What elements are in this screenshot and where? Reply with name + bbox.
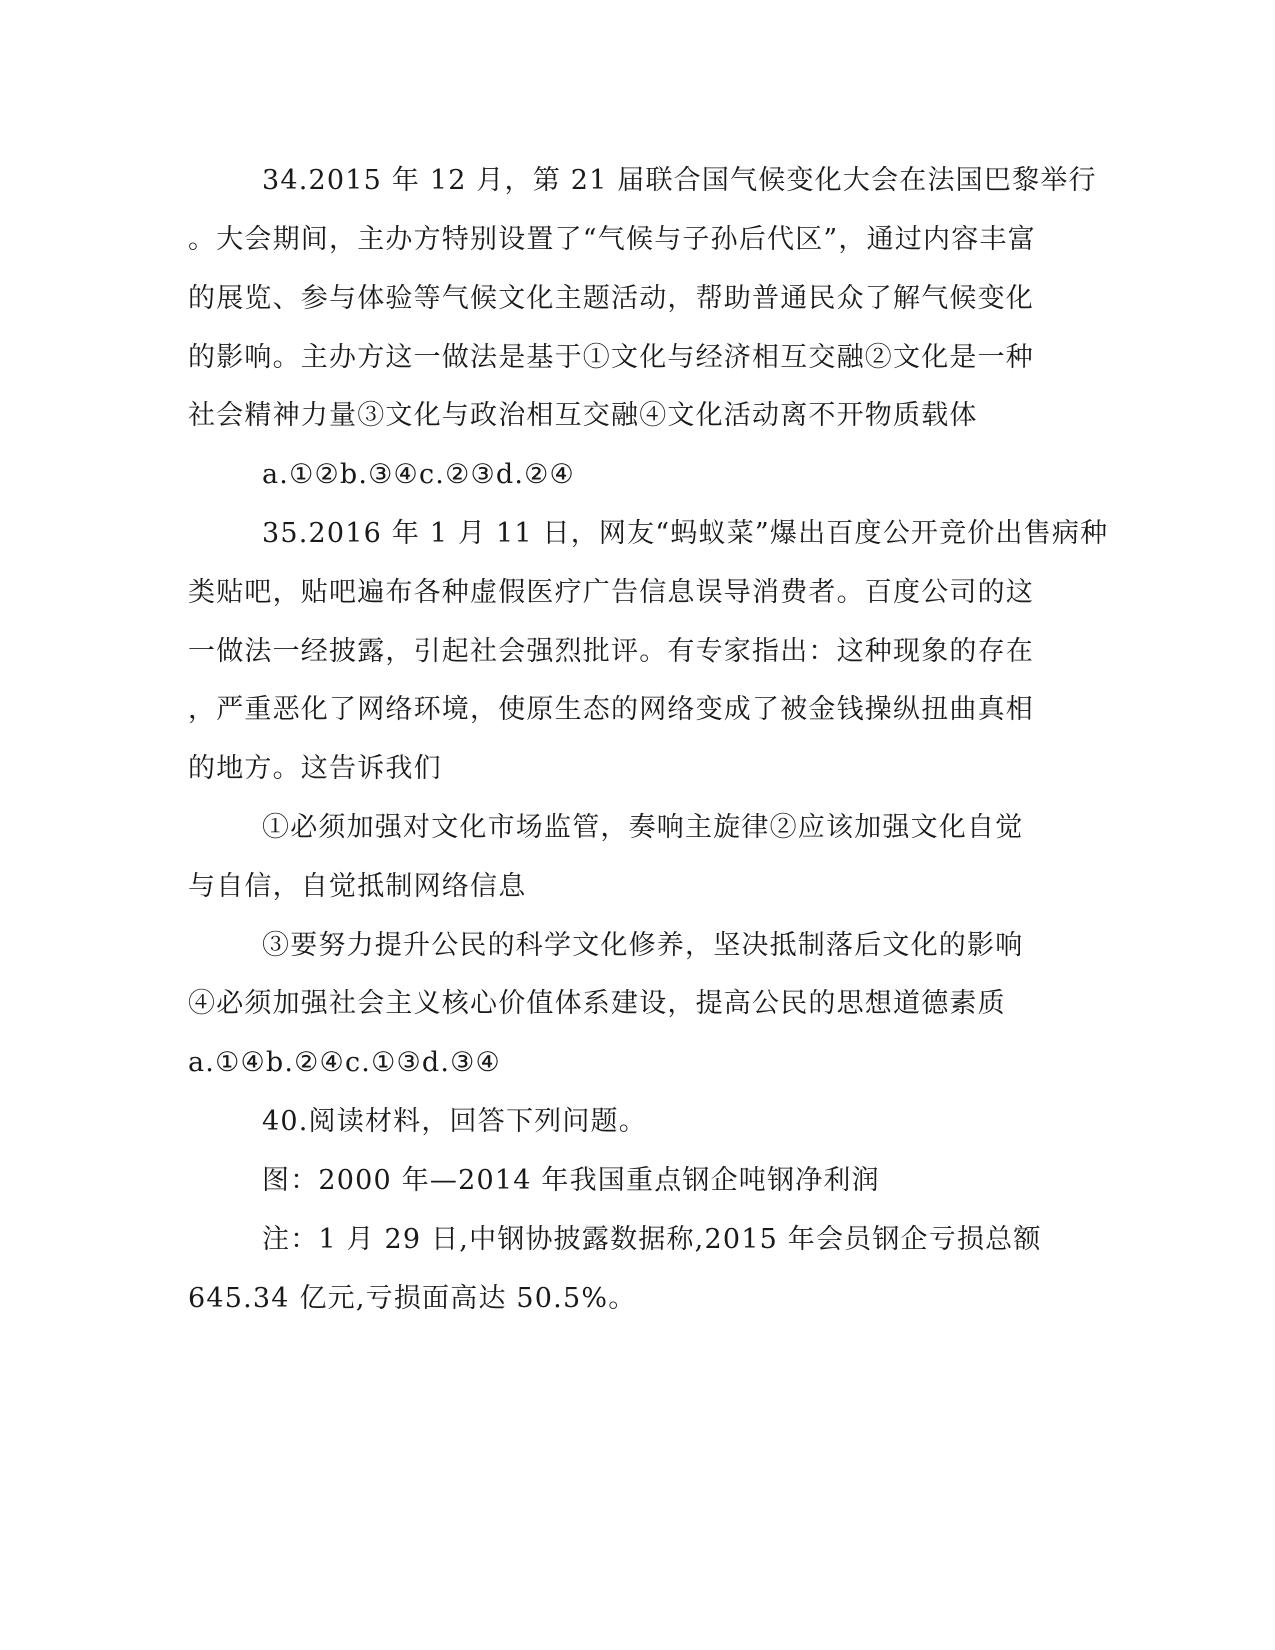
- q35-line-2: 类贴吧，贴吧遍布各种虚假医疗广告信息误导消费者。百度公司的这: [188, 577, 1034, 608]
- q40-figure-caption: 图：2000 年—2014 年我国重点钢企吨钢净利润: [262, 1165, 880, 1196]
- q40-note-line-1: 注：1 月 29 日,中钢协披露数据称,2015 年会员钢企亏损总额: [262, 1224, 1042, 1255]
- q35-choice-4: ④必须加强社会主义核心价值体系建设，提高公民的思想道德素质: [188, 988, 1006, 1019]
- q40-note-line-2: 645.34 亿元,亏损面高达 50.5%。: [188, 1283, 637, 1314]
- q35-line-3: 一做法一经披露，引起社会强烈批评。有专家指出：这种现象的存在: [188, 636, 1034, 667]
- q35-choice-1-2-line-2: 与自信，自觉抵制网络信息: [188, 871, 527, 902]
- q35-line-1: 35.2016 年 1 月 11 日，网友“蚂蚁菜”爆出百度公开竞价出售病种: [262, 518, 1109, 549]
- q34-options: a.①②b.③④c.②③d.②④: [262, 459, 575, 490]
- q40-prompt: 40.阅读材料，回答下列问题。: [262, 1106, 647, 1137]
- q34-line-5: 社会精神力量③文化与政治相互交融④文化活动离不开物质载体: [188, 400, 978, 431]
- q34-line-2: 。大会期间，主办方特别设置了“气候与子孙后代区”，通过内容丰富: [188, 224, 1036, 255]
- q34-line-4: 的影响。主办方这一做法是基于①文化与经济相互交融②文化是一种: [188, 342, 1034, 373]
- q35-choice-1-2-line-1: ①必须加强对文化市场监管，奏响主旋律②应该加强文化自觉: [262, 812, 1024, 843]
- q35-line-5: 的地方。这告诉我们: [188, 753, 442, 784]
- q35-options: a.①④b.②④c.①③d.③④: [188, 1047, 501, 1078]
- q34-line-1: 34.2015 年 12 月，第 21 届联合国气候变化大会在法国巴黎举行: [262, 165, 1097, 196]
- q34-line-3: 的展览、参与体验等气候文化主题活动，帮助普通民众了解气候变化: [188, 283, 1034, 314]
- q35-line-4: ，严重恶化了网络环境，使原生态的网络变成了被金钱操纵扭曲真相: [188, 694, 1034, 725]
- q35-choice-3: ③要努力提升公民的科学文化修养，坚决抵制落后文化的影响: [262, 930, 1024, 961]
